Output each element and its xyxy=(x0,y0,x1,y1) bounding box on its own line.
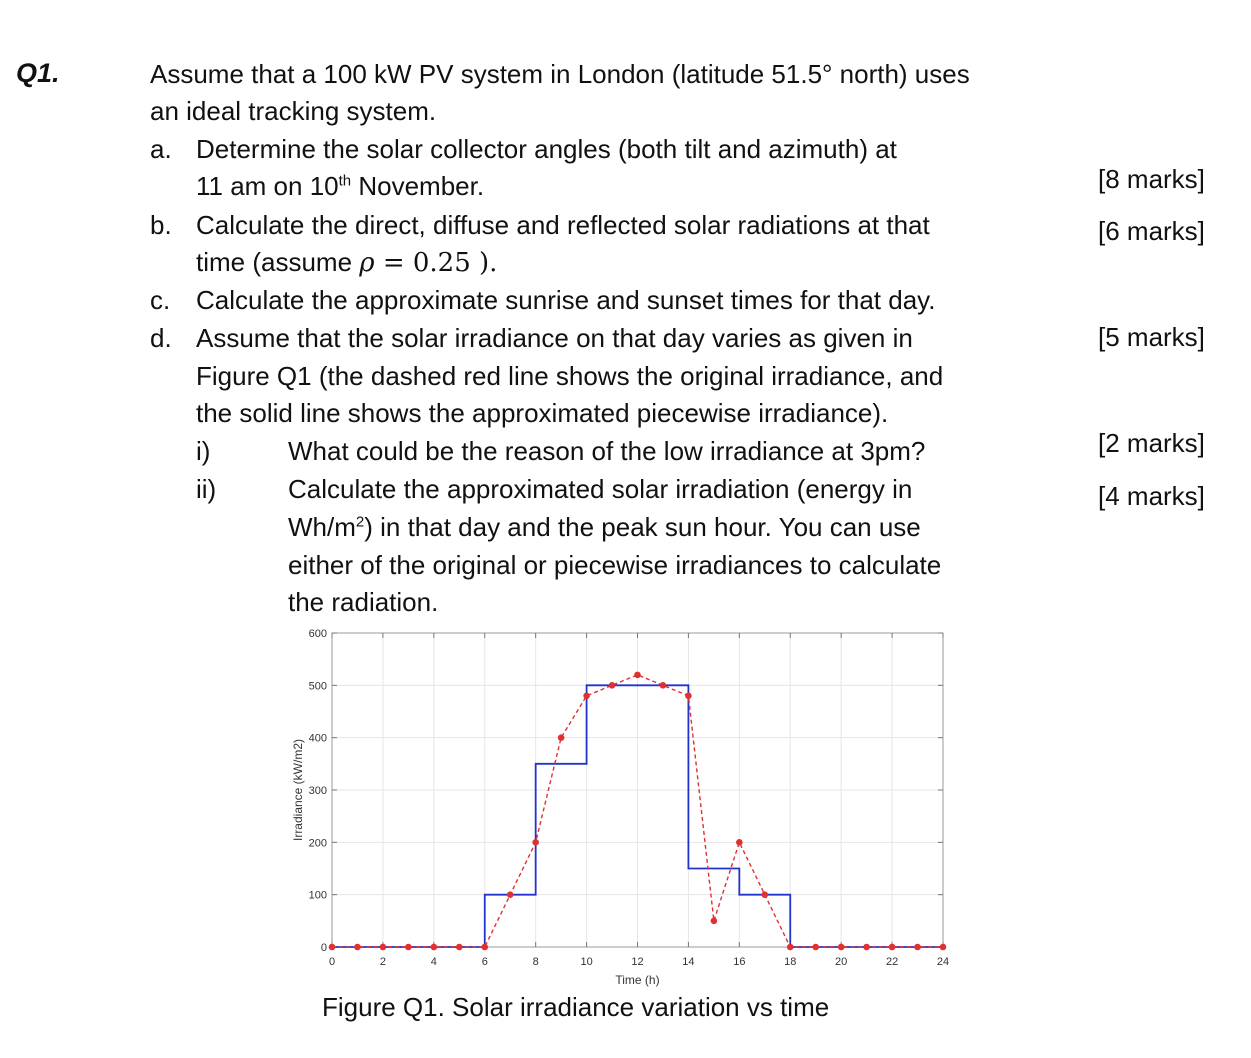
part-d-ii-unit-sup: 2 xyxy=(355,513,365,531)
original-irradiance-point xyxy=(660,683,666,689)
original-irradiance-point xyxy=(889,944,895,950)
x-tick-label: 22 xyxy=(885,956,899,968)
y-tick-label: 300 xyxy=(308,785,327,797)
x-tick-label: 18 xyxy=(784,956,797,968)
original-irradiance-point xyxy=(355,944,361,950)
original-irradiance-point xyxy=(380,944,386,950)
part-c-label: c. xyxy=(150,285,171,315)
original-irradiance-point xyxy=(787,944,793,950)
part-d-line-2: Figure Q1 (the dashed red line shows the original irradiance, and xyxy=(196,361,944,391)
part-a-date-suffix: November. xyxy=(351,171,485,201)
part-a-text-1: Determine the solar collector angles (both tilt and azimuth) at xyxy=(196,134,897,164)
part-b-text-2-prefix: time (assume xyxy=(196,247,360,277)
rho-value: = 0.25 ). xyxy=(374,248,498,278)
x-tick-label: 24 xyxy=(936,956,950,968)
part-a-label: a. xyxy=(150,134,172,164)
x-tick-label: 8 xyxy=(532,956,539,968)
x-tick-label: 0 xyxy=(328,956,336,968)
part-d-i-text: What could be the reason of the low irradiance at 3pm? xyxy=(288,436,926,466)
x-tick-label: 16 xyxy=(733,956,746,968)
y-tick-label: 100 xyxy=(308,889,327,902)
original-irradiance-point xyxy=(584,693,590,699)
y-tick-label: 200 xyxy=(308,837,327,850)
original-irradiance-point xyxy=(329,944,335,950)
original-irradiance-point xyxy=(609,683,615,689)
part-b-label: b. xyxy=(150,210,172,240)
x-tick-label: 20 xyxy=(835,956,848,968)
part-d-ii-unit-prefix: Wh/m xyxy=(288,512,356,542)
x-tick-label: 2 xyxy=(379,956,386,968)
original-irradiance-point xyxy=(533,840,539,846)
x-axis-label: Time (h) xyxy=(615,973,660,987)
original-irradiance-point xyxy=(711,918,717,924)
intro-line-1: Assume that a 100 kW PV system in London (latitude 51.5° north) uses xyxy=(150,59,970,89)
original-irradiance-point xyxy=(558,735,564,741)
x-tick-label: 10 xyxy=(580,956,593,968)
y-tick-label: 0 xyxy=(320,942,327,954)
part-d-label: d. xyxy=(150,323,172,353)
original-irradiance-point xyxy=(915,944,921,950)
part-d-ii-text-2: ) in that day and the peak sun hour. You can use xyxy=(364,512,921,542)
y-tick-label: 400 xyxy=(308,732,327,745)
original-irradiance-point xyxy=(838,944,844,950)
original-irradiance-point xyxy=(482,944,488,950)
original-irradiance-point xyxy=(507,892,513,898)
part-b-marks: [6 marks] xyxy=(1098,216,1205,246)
part-d-line-3: the solid line shows the approximated piecewise irradiance). xyxy=(196,398,889,428)
original-irradiance-point xyxy=(940,944,946,950)
part-d-marks: [5 marks] xyxy=(1098,322,1205,352)
y-tick-label: 600 xyxy=(308,628,327,640)
question-number: Q1. xyxy=(16,58,60,88)
part-d-text-1: Assume that the solar irradiance on that day varies as given in xyxy=(196,323,913,353)
original-irradiance-point xyxy=(635,672,641,678)
original-irradiance-point xyxy=(431,944,437,950)
part-b-text-1: Calculate the direct, diffuse and reflected solar radiations at that xyxy=(196,210,930,240)
x-tick-label: 6 xyxy=(481,956,488,968)
part-a-marks: [8 marks] xyxy=(1098,164,1205,194)
chart-grid xyxy=(332,633,943,947)
x-tick-label: 12 xyxy=(631,956,644,968)
part-a-date-sup: th xyxy=(338,172,352,190)
original-irradiance-point xyxy=(762,892,768,898)
original-irradiance-point xyxy=(737,840,743,846)
rho-symbol: ρ xyxy=(359,248,375,278)
figure-caption: Figure Q1. Solar irradiance variation vs time xyxy=(322,992,830,1022)
part-c-text-1: Calculate the approximate sunrise and sunset times for that day. xyxy=(196,285,936,315)
part-d-i-marks: [2 marks] xyxy=(1098,428,1205,458)
part-d-ii-line-4: the radiation. xyxy=(288,587,439,617)
part-d-ii-text-1: Calculate the approximated solar irradiation (energy in xyxy=(288,474,913,504)
original-irradiance-point xyxy=(813,944,819,950)
original-irradiance-point xyxy=(864,944,870,950)
x-tick-label: 4 xyxy=(430,956,437,968)
part-d-i-label: i) xyxy=(196,436,211,466)
part-d-ii-label: ii) xyxy=(196,474,217,504)
part-d-ii-line-3: either of the original or piecewise irradiances to calculate xyxy=(288,550,942,580)
intro-line-2: an ideal tracking system. xyxy=(150,96,437,126)
part-d-ii-marks: [4 marks] xyxy=(1098,481,1205,511)
original-irradiance-point xyxy=(406,944,412,950)
x-tick-label: 14 xyxy=(682,956,695,968)
original-irradiance-point xyxy=(686,693,692,699)
y-tick-label: 500 xyxy=(308,680,327,693)
part-a-date-prefix: 11 am on 10 xyxy=(196,171,339,201)
y-axis-label: Irradiance (kW/m2) xyxy=(291,738,305,842)
original-irradiance-point xyxy=(456,944,462,950)
